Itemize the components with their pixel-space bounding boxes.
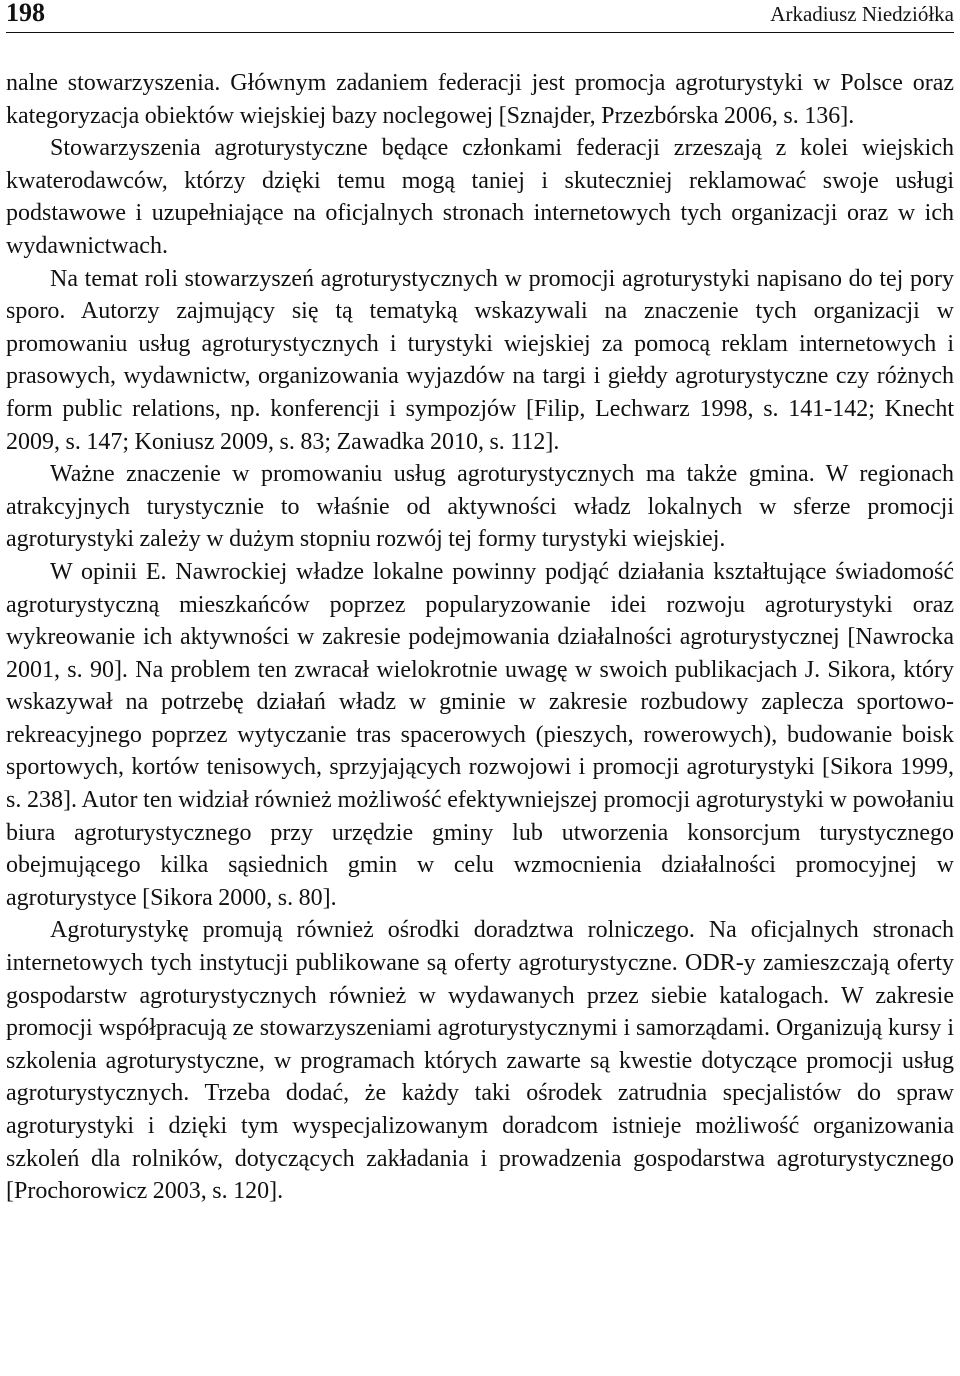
running-header	[6, 0, 954, 33]
body-text	[6, 67, 954, 1208]
paragraph: Na temat roli stowarzyszeń agroturystycznych w promocji agroturystyki napisano do tej pory sporo. Autorzy zajmujący się tą tematyką wskazywali na znaczenie tych organizacji w promowaniu usług agroturystycznych i turystyki wiejskiej za pomocą reklam internetowych i prasowych, wydawnictw, organizowania wyjazdów na targi i giełdy agroturystyczne czy różnych form public relations, np. konferencji i sympozjów [Filip, Lechwarz 1998, s. 141-142; Knecht 2009, s. 147; Koniusz 2009, s. 83; Zawadka 2010, s. 112].	[6, 265, 954, 455]
paragraph-continuation: nalne stowarzyszenia. Głównym zadaniem federacji jest promocja agroturystyki w Polsce oraz kategoryzacja obiektów wiejskiej bazy noclegowej [Sznajder, Przezbórska 2006, s. 136].	[6, 70, 954, 129]
paragraph: W opinii E. Nawrockiej władze lokalne powinny podjąć działania kształtujące świadomość agroturystyczną mieszkańców poprzez popularyzowanie idei rozwoju agroturystyki oraz wykreowanie ich aktywności w zakresie podejmowania działalności agroturystycznej [Nawrocka 2001, s. 90]. Na problem ten zwracał wielokrotnie uwagę w swoich publikacjach J. Sikora, który wskazywał na potrzebę działań władz w gminie w zakresie rozbudowy zaplecza sportowo-rekreacyjnego poprzez wytyczanie tras spacerowych (pieszych, rowerowych), budowanie boisk sportowych, kortów tenisowych, sprzyjających rozwojowi i promocji agroturystyki [Sikora 1999, s. 238]. Autor ten widział również możliwość efektywniejszej promocji agroturystyki w powołaniu biura agroturystycznego przy urzędzie gminy lub utworzenia konsorcjum turystycznego obejmującego kilka sąsiednich gmin w celu wzmocnienia działalności promocyjnej w agroturystyce [Sikora 2000, s. 80].	[6, 558, 954, 911]
running-header-author: Arkadiusz Niedziółka	[770, 2, 954, 26]
page-number: 198	[6, 0, 45, 27]
book-page	[6, 0, 954, 1376]
paragraph: Agroturystykę promują również ośrodki doradztwa rolniczego. Na oficjalnych stronach internetowych tych instytucji publikowane są oferty agroturystyczne. ODR-y zamieszczają oferty gospodarstw agroturystycznych również w wydawanych przez siebie katalogach. W zakresie promocji współpracują ze stowarzyszeniami agroturystycznymi i samorządami. Organizują kursy i szkolenia agroturystyczne, w programach których zawarte są kwestie dotyczące promocji usług agroturystycznych. Trzeba dodać, że każdy taki ośrodek zatrudnia specjalistów do spraw agroturystyki i dzięki tym wyspecjalizowanym doradcom istnieje możliwość organizowania szkoleń dla rolników, dotyczących zakładania i prowadzenia gospodarstwa agroturystycznego [Prochorowicz 2003, s. 120].	[6, 917, 954, 1205]
paragraph: Stowarzyszenia agroturystyczne będące członkami federacji zrzeszają z kolei wiejskich kwaterodawców, którzy dzięki temu mogą taniej i skuteczniej reklamować swoje usługi podstawowe i uzupełniające na oficjalnych stronach internetowych tych organizacji oraz w ich wydawnictwach.	[6, 135, 954, 259]
paragraph: Ważne znaczenie w promowaniu usług agroturystycznych ma także gmina. W regionach atrakcyjnych turystycznie to właśnie od aktywności władz lokalnych w sferze promocji agroturystyki zależy w dużym stopniu rozwój tej formy turystyki wiejskiej.	[6, 461, 954, 553]
